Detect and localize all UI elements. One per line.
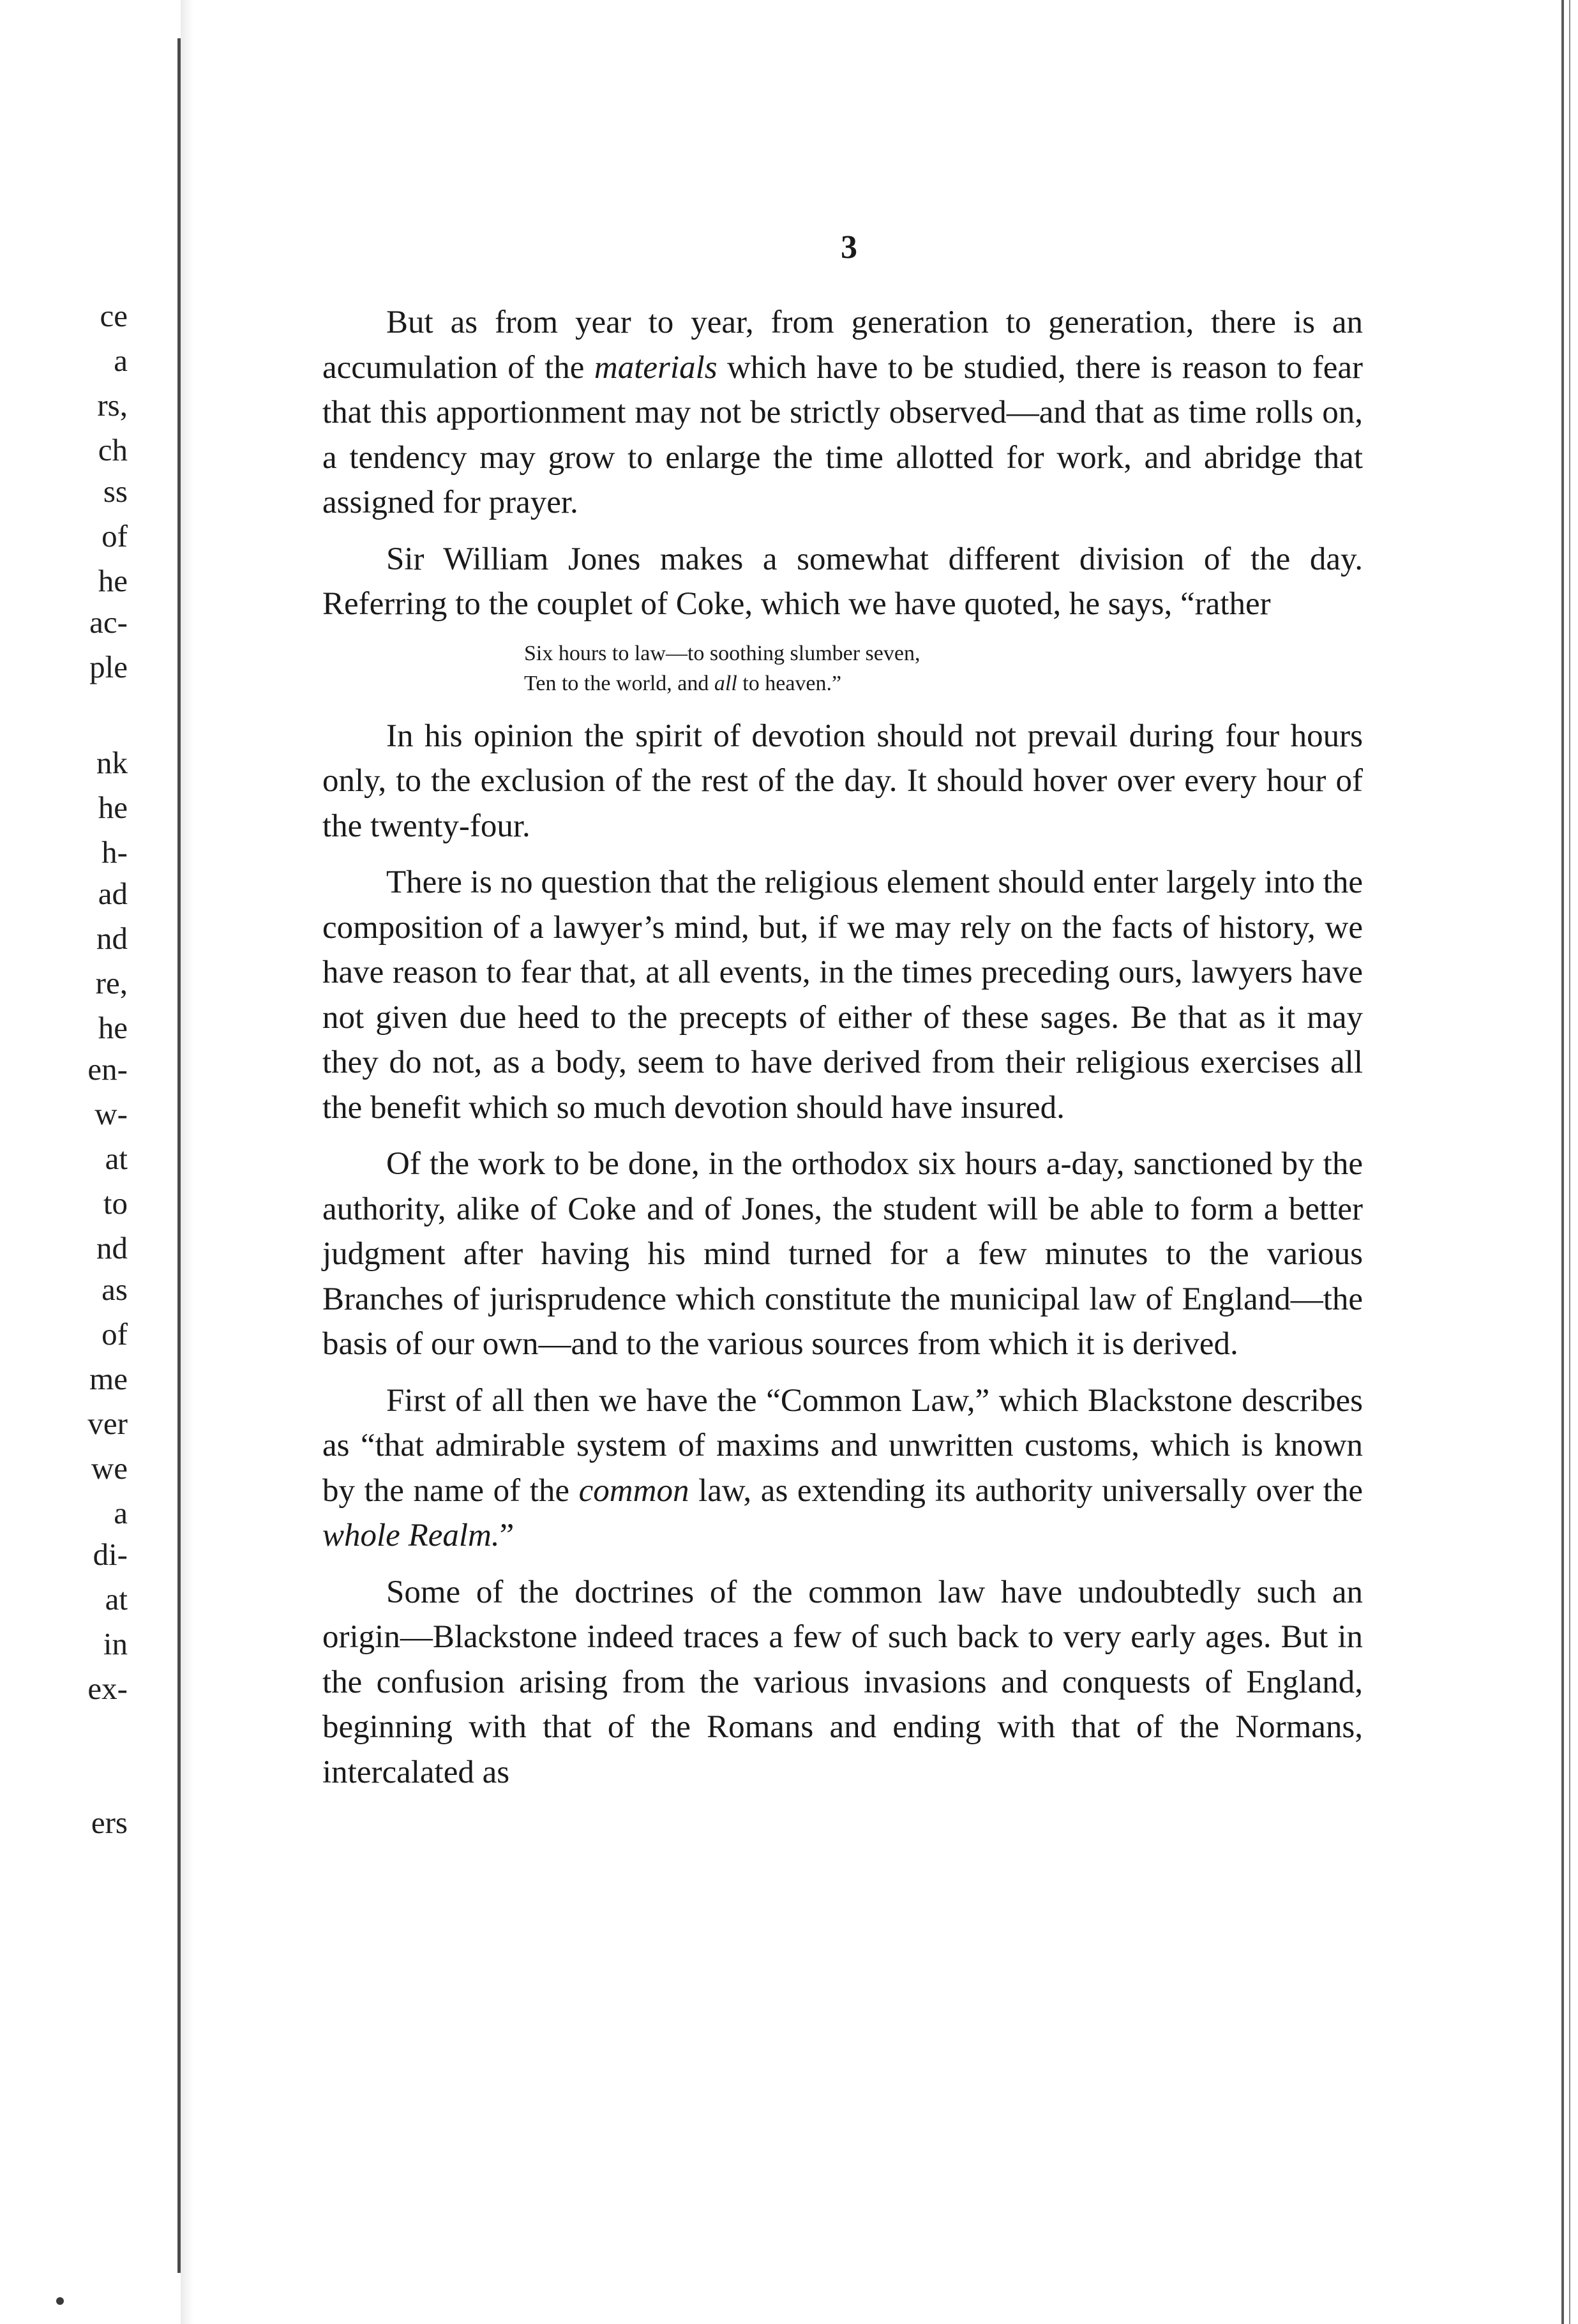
facing-page-fragment: w-: [94, 1096, 128, 1131]
facing-page-fragment: ver: [87, 1406, 128, 1441]
facing-page-fragment: h-: [101, 834, 128, 870]
paragraph-6-emphasis-1: common: [578, 1472, 689, 1509]
facing-page-fragment: ex-: [87, 1671, 128, 1706]
facing-page-fragment: he: [98, 1010, 128, 1045]
paragraph-6-emphasis-2: whole Realm.: [322, 1518, 500, 1553]
paragraph-2: Sir William Jones makes a somewhat different division of the day. Referring to the couplet of Coke, which we have quoted, he says, “rather: [322, 541, 1363, 622]
facing-page-fragment: in: [103, 1626, 128, 1661]
paragraph-1-text: But as from year to year, from generation to generation, there is an accumulation of the: [322, 305, 1363, 386]
facing-page-fragment: di-: [93, 1537, 128, 1572]
paragraph-1-text-end: which have to be studied, there is reason to fear that this apportionment may not be strictly observed—and that as time rolls on, a tendency may grow to enlarge the time allotted for work, and abridge that assigned for prayer.: [322, 349, 1363, 520]
facing-page-fragment: as: [101, 1272, 128, 1307]
facing-page-fragment: en-: [87, 1052, 128, 1087]
page-number: 3: [841, 229, 857, 266]
verse-quote: [524, 638, 1363, 698]
verse-line-2-emphasis: all: [714, 671, 737, 695]
paragraph-1: [322, 300, 1363, 525]
verse-line-2-end: to heaven.”: [742, 671, 842, 695]
verse-line-2: [524, 668, 1363, 698]
paragraph-6: [322, 1378, 1363, 1558]
facing-page-fragment: ers: [91, 1805, 128, 1840]
facing-page-fragment: at: [105, 1581, 128, 1617]
facing-page-fragment: at: [105, 1141, 128, 1176]
paragraph-6-text: First of all then we have the “Common Law,” which Blackstone describes as “that admirable system of maxims and unwritten customs, which is known by the name of the: [322, 1382, 1363, 1509]
scan-speck: [56, 2297, 64, 2305]
facing-page-fragment: he: [98, 790, 128, 825]
facing-page-fragment: to: [103, 1186, 128, 1221]
paragraph-3: In his opinion the spirit of devotion should not prevail during four hours only, to the exclusion of the rest of the day. It should hover over every hour of the twenty-four.: [322, 718, 1363, 844]
facing-page-fragment: ss: [103, 474, 128, 509]
facing-page-fragment: he: [98, 563, 128, 598]
facing-page-fragment: re,: [95, 965, 128, 1000]
facing-page-fragment: ch: [98, 432, 128, 467]
paragraph-6-text-end: ”: [499, 1518, 515, 1553]
facing-page-fragment: ple: [89, 649, 128, 684]
facing-page-sliver: [0, 0, 128, 2324]
gutter-line: [177, 38, 181, 2273]
page-edge-line-outer: [1569, 0, 1570, 2324]
verse-line-1: Six hours to law—to soothing slumber seven,: [524, 641, 921, 665]
facing-page-fragment: a: [114, 343, 128, 378]
verse-line-2-start: Ten to the world, and: [524, 671, 709, 695]
facing-page-fragment: ad: [98, 876, 128, 911]
facing-page-fragment: rs,: [97, 388, 128, 423]
page-edge-line: [1561, 0, 1564, 2324]
facing-page-fragment: ac-: [89, 605, 128, 640]
paragraph-5: Of the work to be done, in the orthodox six hours a-day, sanctioned by the authority, alike of Coke and of Jones, the student will be able to form a better judgment after having his mind turned for a few minutes to the various Branches of jurisprudence which constitute the municipal law of England—the basis of our own—and to the various sources from which it is derived.: [322, 1146, 1363, 1362]
paragraph-6-text-mid: law, as extending its authority universally over the: [698, 1472, 1363, 1509]
gutter-shadow: [181, 0, 193, 2324]
facing-page-fragment: nd: [96, 1230, 128, 1265]
facing-page-fragment: me: [89, 1361, 128, 1396]
paragraph-7: Some of the doctrines of the common law have undoubtedly such an origin—Blackstone indeed traces a few of such back to very early ages. But in the confusion arising from the various invasions and conquests of England, beginning with that of the Romans and ending with that of the Normans, intercalated as: [322, 1574, 1363, 1790]
paragraph-1-emphasis: materials: [594, 349, 718, 386]
facing-page-fragment: of: [101, 518, 128, 554]
facing-page-fragment: a: [114, 1495, 128, 1530]
facing-page-fragment: of: [101, 1317, 128, 1352]
paragraph-4: There is no question that the religious element should enter largely into the composition of a lawyer’s mind, but, if we may rely on the facts of history, we have reason to fear that, at all events, in the times preceding ours, lawyers have not given due heed to the precepts of either of these sages. Be that as it may they do not, as a body, seem to have derived from their religious exercises all the benefit which so much devotion should have insured.: [322, 864, 1363, 1126]
facing-page-fragment: ce: [100, 298, 128, 333]
facing-page-fragment: nk: [96, 745, 128, 780]
facing-page-fragment: nd: [96, 921, 128, 956]
facing-page-fragment: we: [91, 1451, 128, 1486]
page-body: [322, 300, 1363, 1806]
